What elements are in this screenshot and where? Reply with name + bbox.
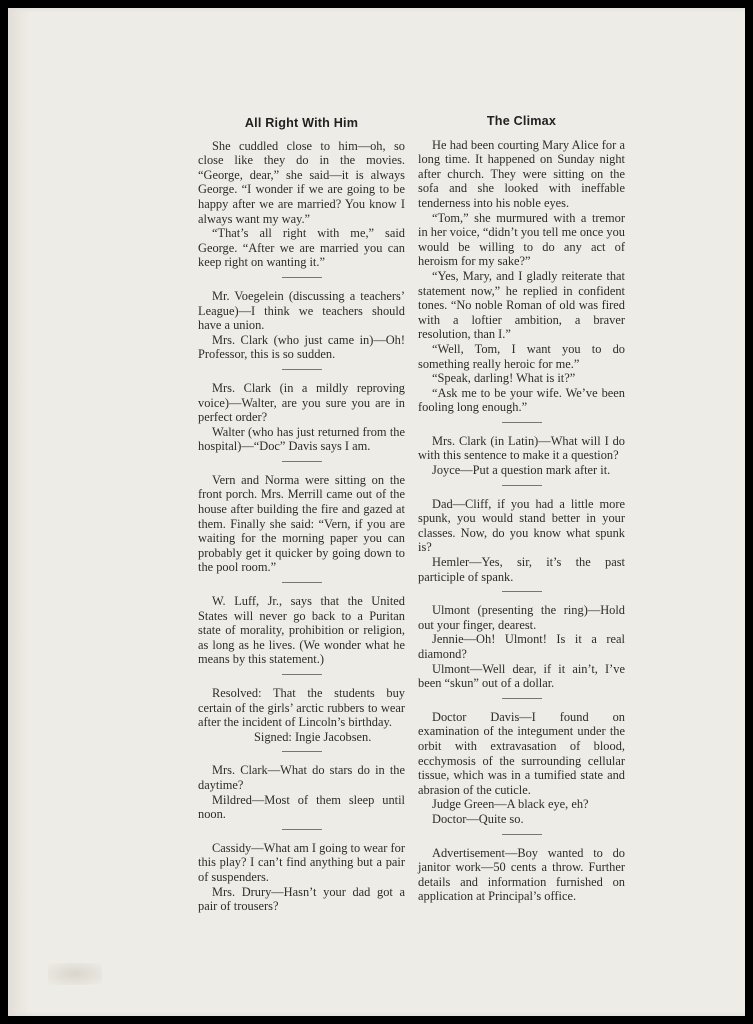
joke-paragraph: Judge Green—A black eye, eh? xyxy=(432,797,589,812)
separator-rule xyxy=(282,461,322,462)
joke-paragraph: Vern and Norma were sitting on the front porch. Mrs. Merrill came out of the house after building the fire and gazed at them. Finally she said: “Vern, if you are waiting for the morning paper you can probably get it quicker by going down to the pool room.” xyxy=(198,472,405,575)
separator-rule xyxy=(282,277,322,278)
joke-paragraph: Doctor—Quite so. xyxy=(432,811,524,826)
joke-item xyxy=(418,603,625,691)
joke-item xyxy=(418,846,625,904)
right-column-title: The Climax xyxy=(486,114,557,128)
joke-paragraph: He had been courting Mary Alice for a long time. It happened on Sunday night after church. They were sitting on the sofa and she looked with ineffable tenderness into his noble eyes. xyxy=(418,137,625,210)
joke-paragraph: “Speak, darling! What is it?” xyxy=(432,371,576,386)
joke-paragraph: “Ask me to be your wife. We’ve been fooling long enough.” xyxy=(418,385,625,415)
joke-paragraph: Mrs. Clark (in a mildly reproving voice)—Walter, are you sure you are in perfect order? xyxy=(198,380,405,425)
joke-paragraph: She cuddled close to him—oh, so close like they do in the movies. “George, dear,” she said—it is always George. “I wonder if we are going to be happy after we are married? You know I always want my way.” xyxy=(198,138,405,226)
joke-paragraph: Joyce—Put a question mark after it. xyxy=(432,463,611,478)
joke-item xyxy=(418,710,625,827)
joke-paragraph: “Yes, Mary, and I gladly reiterate that statement now,” he replied in confident tones. “No noble Roman of old was fired with a loftier ambition, a braver resolution, than I.” xyxy=(418,268,625,342)
joke-paragraph: Hemler—Yes, sir, it’s the past participle of spank. xyxy=(418,555,625,584)
left-column xyxy=(198,116,405,921)
joke-paragraph: “That’s all right with me,” said George. “After we are married you can keep right on wanting it.” xyxy=(198,226,405,270)
joke-item xyxy=(198,686,405,744)
joke-paragraph: Dad—Cliff, if you had a little more spunk, you would stand better in your classes. Now, do you know what spunk is? xyxy=(418,496,625,555)
joke-paragraph: Mrs. Clark—What do stars do in the daytime? xyxy=(198,763,405,792)
joke-paragraph: Mrs. Drury—Hasn’t your dad got a pair of trousers? xyxy=(198,884,405,914)
joke-paragraph: Walter (who has just returned from the hospital)—“Doc” Davis says I am. xyxy=(198,424,405,454)
separator-rule xyxy=(502,422,542,423)
joke-paragraph: W. Luff, Jr., says that the United States will never go back to a Puritan state of morality, prohibition or religion, as long as he lives. (We wonder what he means by this statement.) xyxy=(198,594,405,667)
signature: Signed: Ingie Jacobsen. xyxy=(254,729,372,744)
page xyxy=(8,8,745,1016)
joke-item xyxy=(198,763,405,821)
joke-item xyxy=(198,473,405,575)
joke-item xyxy=(198,289,405,362)
joke-item xyxy=(198,841,405,914)
joke-paragraph: Advertisement—Boy wanted to do janitor work—50 cents a throw. Further details and information furnished on application at Principal’s office. xyxy=(418,845,625,904)
separator-rule xyxy=(502,834,542,835)
separator-rule xyxy=(502,698,542,699)
joke-paragraph: Mildred—Most of them sleep until noon. xyxy=(198,792,405,822)
right-column xyxy=(418,116,625,911)
joke-paragraph: Resolved: That the students buy certain of the girls’ arctic rubbers to wear after the incident of Lincoln’s birthday. xyxy=(198,686,405,730)
joke-paragraph: Doctor Davis—I found on examination of the integument under the orbit with extravasation of blood, ecchymosis of the surrounding cellular tissue, which was in a tumified state and abrasion of the cuticle. xyxy=(418,709,625,797)
joke-paragraph: “Well, Tom, I want you to do something really heroic for me.” xyxy=(418,341,625,371)
separator-rule xyxy=(502,591,542,592)
joke-item xyxy=(198,139,405,270)
separator-rule xyxy=(502,485,542,486)
joke-paragraph: Ulmont—Well dear, if it ain’t, I’ve been “skun” out of a dollar. xyxy=(418,661,625,691)
left-column-items xyxy=(198,139,405,914)
joke-item xyxy=(198,381,405,454)
joke-paragraph: Mr. Voegelein (discussing a teachers’ League)—I think we teachers should have a union. xyxy=(198,288,405,333)
joke-item xyxy=(418,434,625,478)
separator-rule xyxy=(282,674,322,675)
separator-rule xyxy=(282,582,322,583)
paper-stain xyxy=(48,963,102,985)
joke-item xyxy=(198,594,405,667)
separator-rule xyxy=(282,829,322,830)
joke-item xyxy=(418,497,625,585)
left-column-title: All Right With Him xyxy=(244,116,359,130)
joke-paragraph: Jennie—Oh! Ulmont! Is it a real diamond? xyxy=(418,632,625,661)
joke-paragraph: Mrs. Clark (who just came in)—Oh! Professor, this is so sudden. xyxy=(198,332,405,362)
right-column-items xyxy=(418,138,625,904)
separator-rule xyxy=(282,751,322,752)
joke-paragraph: Cassidy—What am I going to wear for this play? I can’t find anything but a pair of suspenders. xyxy=(198,840,405,884)
joke-paragraph: Ulmont (presenting the ring)—Hold out your finger, dearest. xyxy=(418,603,625,632)
separator-rule xyxy=(282,369,322,370)
joke-item xyxy=(418,138,625,415)
joke-paragraph: Mrs. Clark (in Latin)—What will I do with this sentence to make it a question? xyxy=(418,433,625,463)
joke-paragraph: “Tom,” she murmured with a tremor in her voice, “didn’t you tell me once you would be willing to do any act of heroism for my sake?” xyxy=(418,210,625,269)
